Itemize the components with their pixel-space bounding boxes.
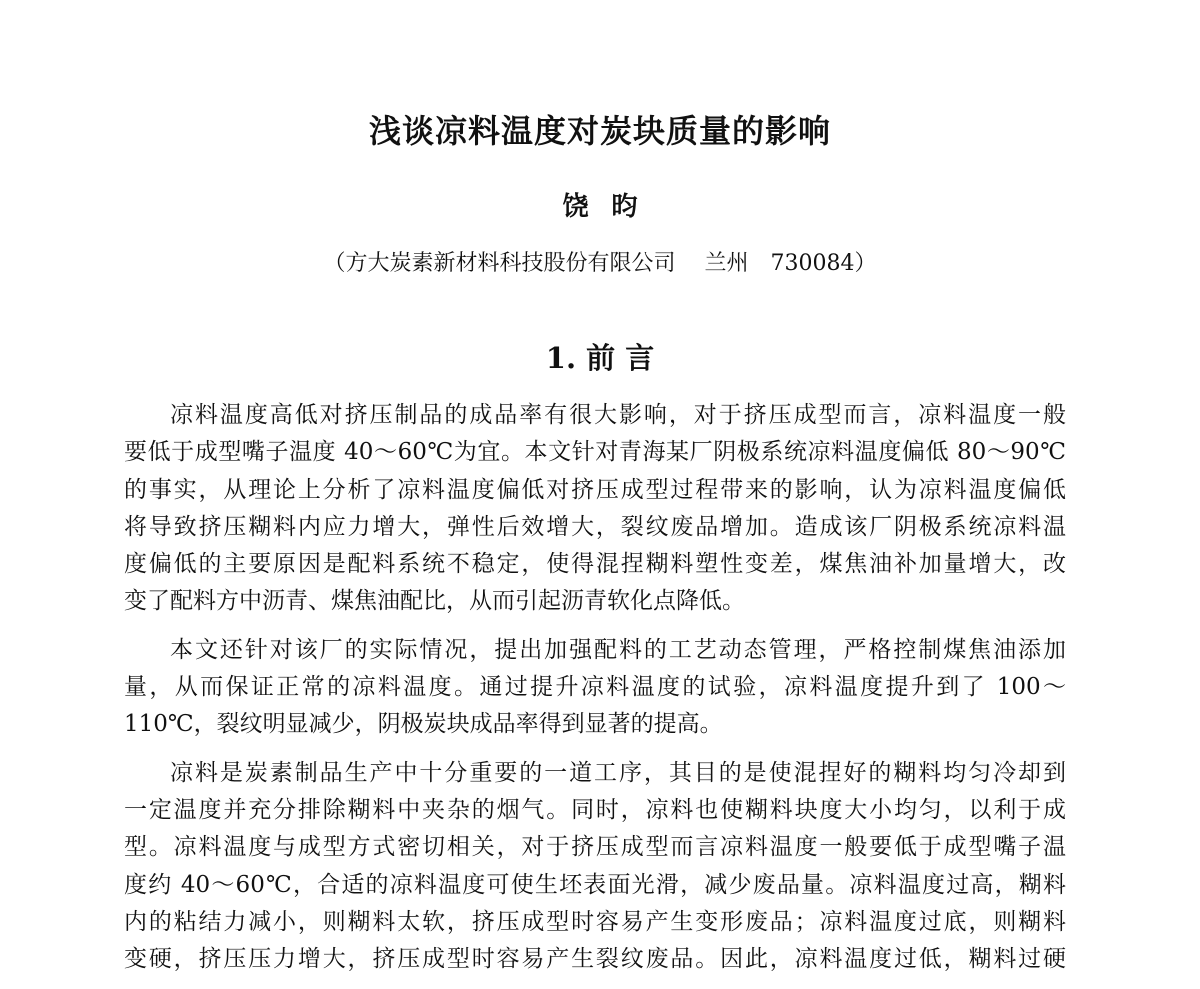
text-line: 本文还针对该厂的实际情况，提出加强配料的工艺动态管理，严格控制煤焦油添加: [170, 636, 1066, 663]
text-line: 110℃，裂纹明显减少，阴极炭块成品率得到显著的提高。: [124, 711, 723, 738]
text-line: 度约 40～60℃，合适的凉料温度可使生坯表面光滑，减少废品量。凉料温度过高，糊料: [124, 871, 1066, 898]
text-line: 一定温度并充分排除糊料中夹杂的烟气。同时，凉料也使糊料块度大小均匀，以利于成: [124, 796, 1066, 823]
author-name: 饶 昀: [562, 192, 638, 222]
article-title: 浅谈凉料温度对炭块质量的影响: [368, 112, 831, 150]
text-line: 将导致挤压糊料内应力增大，弹性后效增大，裂纹废品增加。造成该厂阴极系统凉料温: [124, 513, 1066, 540]
paragraph: [124, 397, 1066, 621]
text-line: 量，从而保证正常的凉料温度。通过提升凉料温度的试验，凉料温度提升到了 100～: [124, 674, 1066, 701]
text-line: 变硬，挤压压力增大，挤压成型时容易产生裂纹废品。因此，凉料温度过低，糊料过硬: [124, 946, 1066, 973]
text-line: 内的粘结力减小，则糊料太软，挤压成型时容易产生变形废品；凉料温度过底，则糊料: [124, 908, 1066, 935]
text-line: 变了配料方中沥青、煤焦油配比，从而引起沥青软化点降低。: [124, 588, 745, 615]
text-line: 要低于成型嘴子温度 40～60℃为宜。本文针对青海某厂阴极系统凉料温度偏低 80～90℃: [124, 439, 1066, 466]
text-line: 度偏低的主要原因是配料系统不稳定，使得混捏糊料塑性变差，煤焦油补加量增大，改: [124, 551, 1066, 578]
paragraph: [124, 755, 1066, 979]
author-affiliation: （方大炭素新材料科技股份有限公司 兰州 730084）: [323, 251, 877, 276]
section-heading: 1. 前 言: [545, 341, 655, 375]
paragraph: [124, 632, 1066, 744]
text-line: 的事实，从理论上分析了凉料温度偏低对挤压成型过程带来的影响，认为凉料温度偏低: [124, 476, 1066, 503]
text-line: 凉料是炭素制品生产中十分重要的一道工序，其目的是使混捏好的糊料均匀冷却到: [170, 759, 1066, 786]
text-line: 凉料温度高低对挤压制品的成品率有很大影响，对于挤压成型而言，凉料温度一般: [170, 402, 1066, 428]
text-line: 型。凉料温度与成型方式密切相关，对于挤压成型而言凉料温度一般要低于成型嘴子温: [124, 834, 1066, 861]
article-body: [124, 397, 1066, 989]
